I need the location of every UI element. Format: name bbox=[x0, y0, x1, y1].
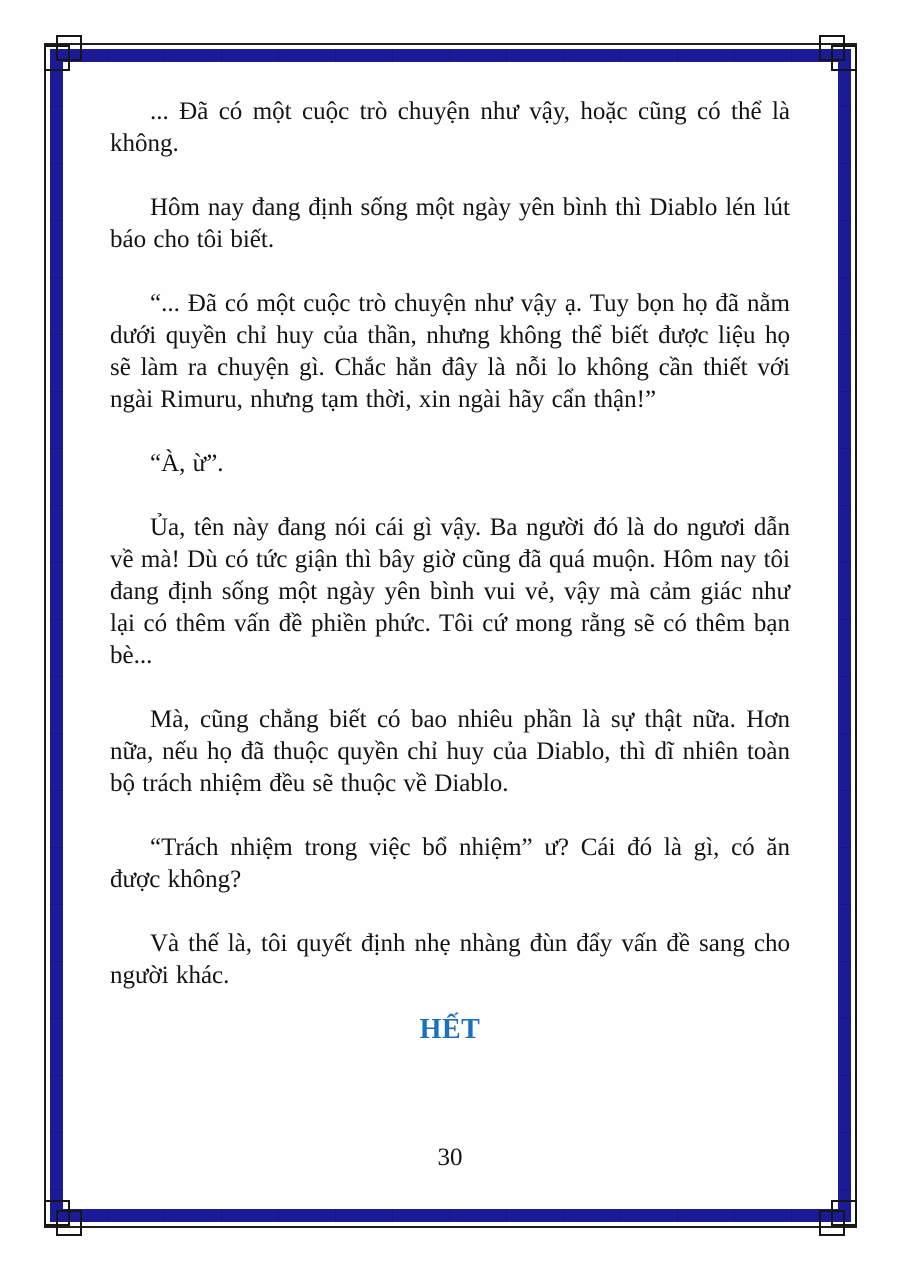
paragraph: “... Đã có một cuộc trò chuyện như vậy ạ. Tuy bọn họ đã nằm dưới quyền chỉ huy của thần, nhưng không thể biết được liệu họ sẽ làm ra chuyện gì. Chắc hẳn đây là nỗi lo không cần thiết với ngài Rimuru, nhưng tạm thời, xin ngài hãy cẩn thận!” bbox=[110, 290, 790, 413]
paragraph: “À, ừ”. bbox=[150, 450, 224, 477]
corner-ornament-bottom-right-square bbox=[819, 1210, 845, 1236]
paragraph: Mà, cũng chẳng biết có bao nhiêu phần là sự thật nữa. Hơn nữa, nếu họ đã thuộc quyền chỉ huy của Diablo, thì dĩ nhiên toàn bộ trách nhiệm đều sẽ thuộc về Diablo. bbox=[110, 706, 790, 797]
paragraph: Hôm nay đang định sống một ngày yên bình thì Diablo lén lút báo cho tôi biết. bbox=[110, 194, 790, 253]
paragraph: Ủa, tên này đang nói cái gì vậy. Ba người đó là do ngươi dẫn về mà! Dù có tức giận thì bây giờ cũng đã quá muộn. Hôm nay tôi đang định sống một ngày yên bình vui vẻ, vậy mà cảm giác như lại có thêm vấn đề phiền phức. Tôi cứ mong rằng sẽ có thêm bạn bè... bbox=[110, 514, 790, 669]
border-band-right bbox=[838, 49, 851, 1222]
border-band-top bbox=[50, 49, 851, 62]
end-marker: HẾT bbox=[419, 1014, 481, 1045]
corner-ornament-bottom-left-square bbox=[56, 1210, 82, 1236]
border-band-left bbox=[50, 49, 63, 1222]
corner-ornament-top-left-square bbox=[56, 35, 82, 61]
paragraph: “Trách nhiệm trong việc bổ nhiệm” ư? Cái đó là gì, có ăn được không? bbox=[110, 834, 790, 893]
border-band-bottom bbox=[50, 1209, 851, 1222]
corner-ornament-top-right-square bbox=[819, 35, 845, 61]
paragraph: ... Đã có một cuộc trò chuyện như vậy, hoặc cũng có thể là không. bbox=[110, 98, 790, 157]
page-number: 30 bbox=[437, 1144, 463, 1171]
paragraph: Và thế là, tôi quyết định nhẹ nhàng đùn đẩy vấn đề sang cho người khác. bbox=[110, 930, 790, 989]
page-content bbox=[110, 96, 790, 1024]
